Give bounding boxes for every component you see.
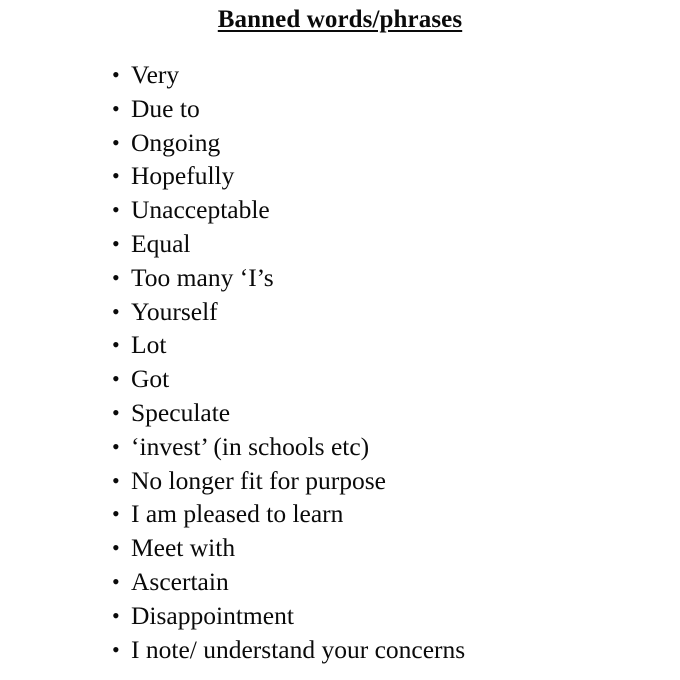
bullet-icon: • <box>112 264 120 290</box>
list-item <box>112 396 465 430</box>
bullet-icon: • <box>112 129 120 155</box>
bullet-icon: • <box>112 636 120 662</box>
bullet-icon: • <box>112 163 120 189</box>
list-item <box>112 227 465 261</box>
list-item-text: Ascertain <box>131 566 229 596</box>
bullet-icon: • <box>112 230 120 256</box>
banned-words-list <box>112 58 465 666</box>
list-item-text: ‘invest’ (in schools etc) <box>131 431 370 461</box>
bullet-icon: • <box>112 399 120 425</box>
list-item-text: Meet with <box>131 533 236 563</box>
list-item <box>112 159 465 193</box>
list-item-text: I note/ understand your concerns <box>131 634 466 664</box>
list-item <box>112 464 465 498</box>
list-item <box>112 328 465 362</box>
list-item-text: Speculate <box>131 397 231 427</box>
bullet-icon: • <box>112 62 120 87</box>
bullet-icon: • <box>112 332 120 358</box>
list-item <box>112 633 465 667</box>
list-item <box>112 261 465 295</box>
page-title-text: Banned words/phrases <box>217 6 463 33</box>
list-item <box>112 497 465 531</box>
bullet-icon: • <box>112 535 120 561</box>
list-item <box>112 92 465 126</box>
bullet-icon: • <box>112 197 120 223</box>
bullet-icon: • <box>112 366 120 392</box>
list-item <box>112 565 465 599</box>
page-title <box>0 4 680 36</box>
list-item-text: Ongoing <box>131 127 221 157</box>
list-item-text: Lot <box>131 330 167 360</box>
list-item <box>112 362 465 396</box>
list-item <box>112 531 465 565</box>
bullet-icon: • <box>112 602 120 628</box>
list-item <box>112 295 465 329</box>
list-item-text: Got <box>131 364 170 394</box>
list-item-text: Equal <box>131 228 191 258</box>
list-item-text: Yourself <box>131 296 218 326</box>
list-item-text: I am pleased to learn <box>131 499 344 529</box>
list-item-text: No longer fit for purpose <box>131 465 386 495</box>
list-item <box>112 126 465 160</box>
list-item <box>112 599 465 633</box>
list-item-text: Hopefully <box>131 161 235 191</box>
list-item <box>112 193 465 227</box>
list-item-text: Due to <box>131 93 200 123</box>
bullet-icon: • <box>112 501 120 527</box>
list-item-text: Too many ‘I’s <box>131 262 274 292</box>
list-item-text: Very <box>131 60 180 89</box>
bullet-icon: • <box>112 568 120 594</box>
bullet-icon: • <box>112 433 120 459</box>
list-item <box>112 58 465 92</box>
bullet-icon: • <box>112 298 120 324</box>
list-item-text: Unacceptable <box>131 195 270 225</box>
list-item-text: Disappointment <box>131 600 294 630</box>
bullet-icon: • <box>112 467 120 493</box>
bullet-icon: • <box>112 95 120 121</box>
list-item <box>112 430 465 464</box>
